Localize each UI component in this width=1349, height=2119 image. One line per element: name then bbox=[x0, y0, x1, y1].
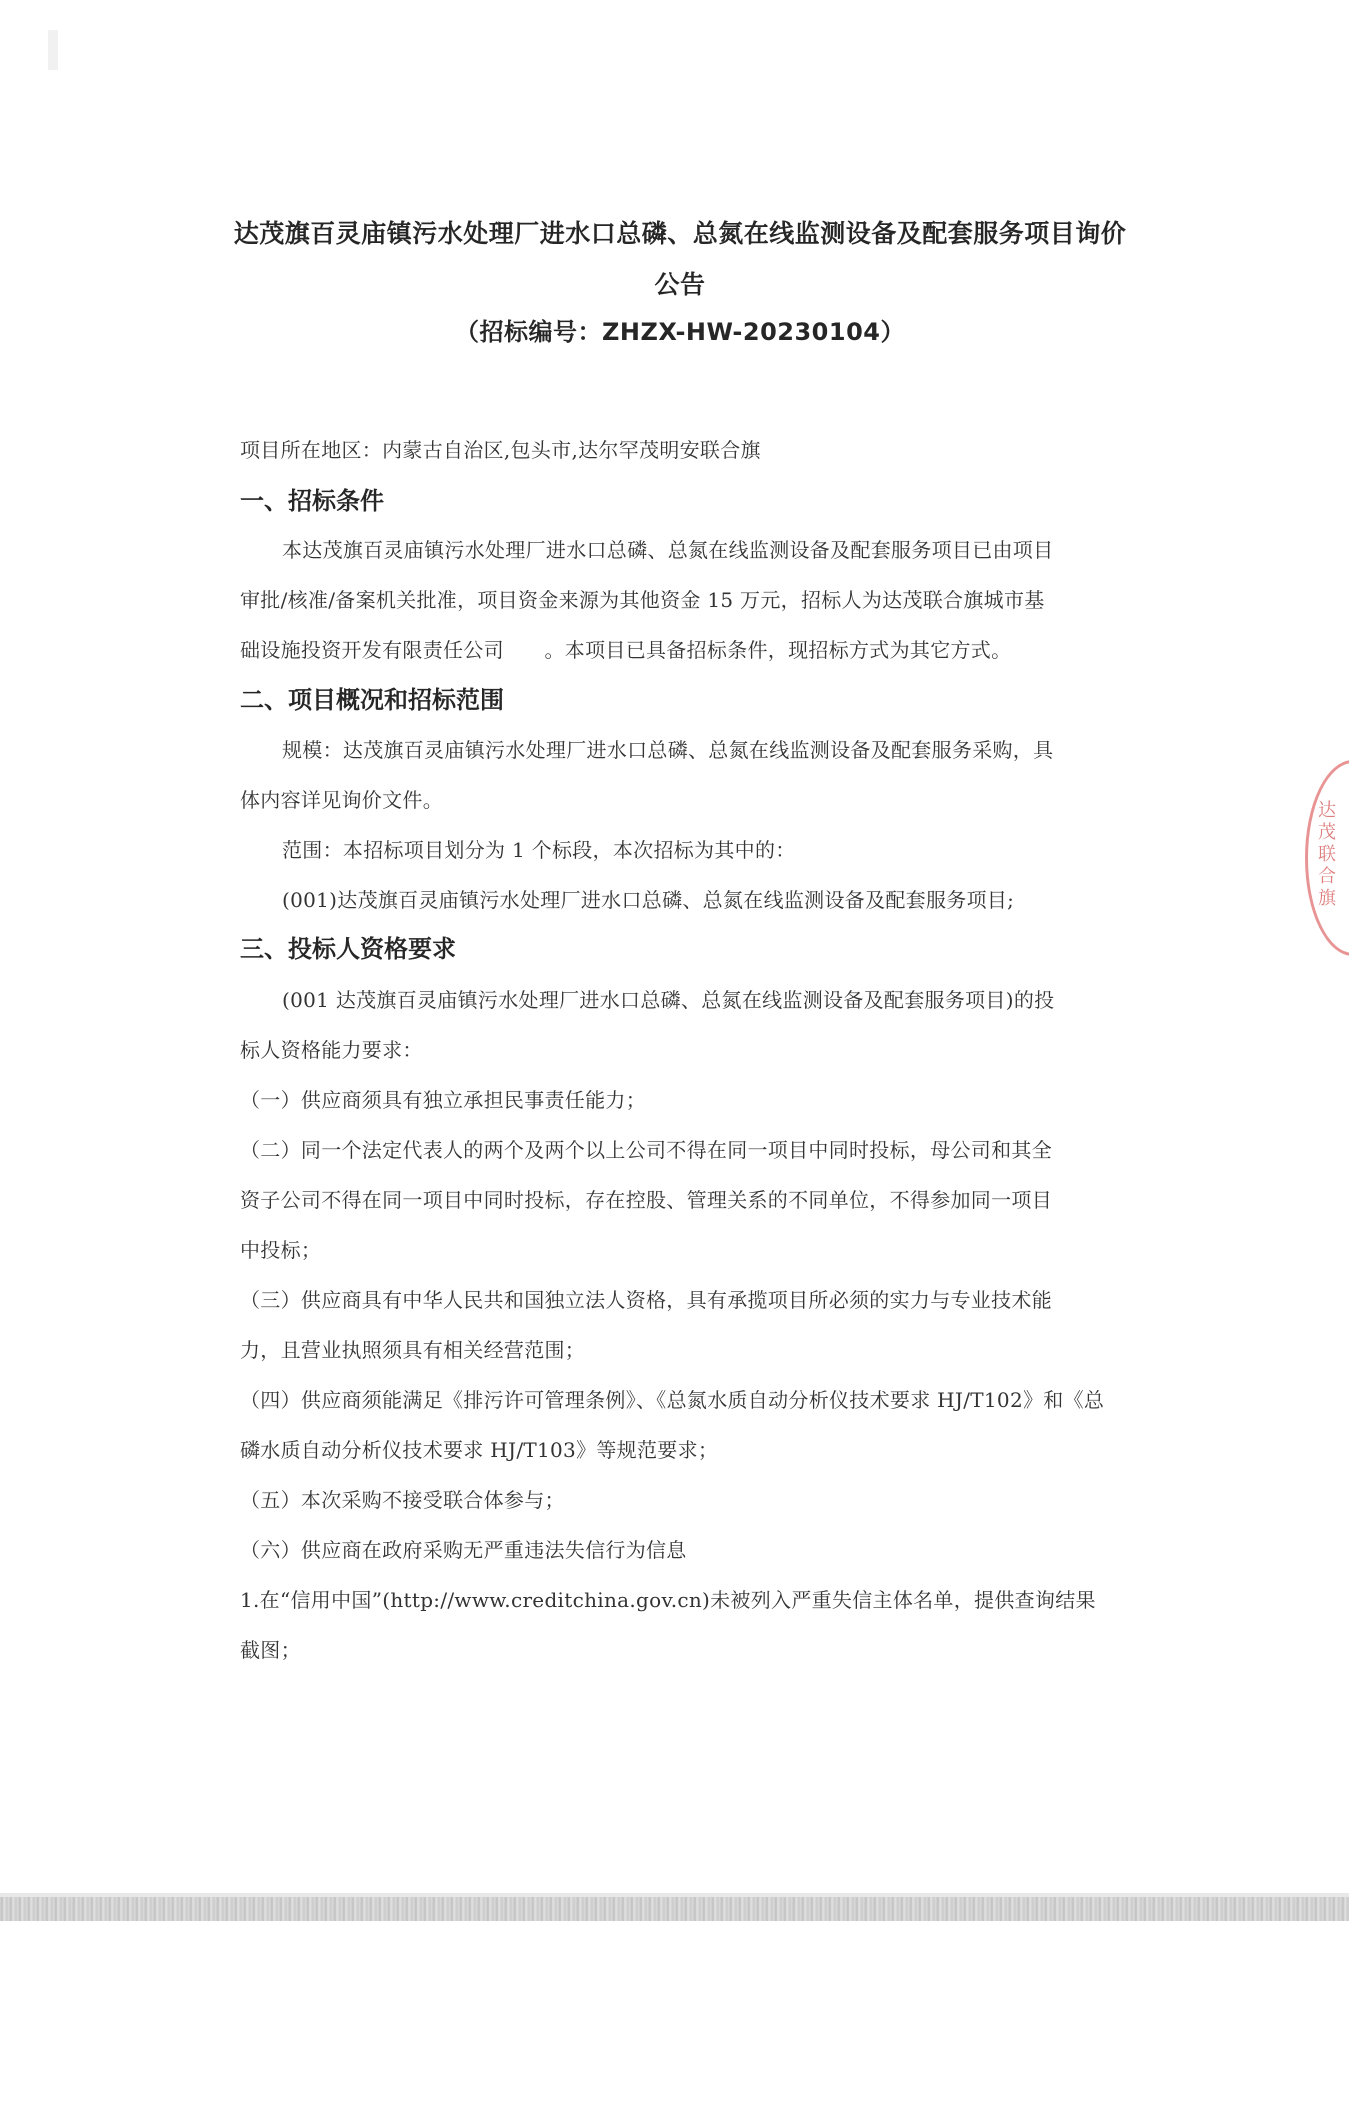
section1-heading: 一、招标条件 bbox=[240, 487, 384, 515]
requirement-2-line: （二）同一个法定代表人的两个及两个以上公司不得在同一项目中同时投标，母公司和其全 bbox=[240, 1138, 1052, 1162]
section1-line: 本达茂旗百灵庙镇污水处理厂进水口总磷、总氮在线监测设备及配套服务项目已由项目 bbox=[282, 538, 1054, 562]
section2-scale-line: 体内容详见询价文件。 bbox=[240, 788, 443, 812]
requirement-6: （六）供应商在政府采购无严重违法失信行为信息 bbox=[240, 1538, 687, 1562]
scan-band bbox=[0, 1897, 1349, 1921]
section1-line: 础设施投资开发有限责任公司 。本项目已具备招标条件，现招标方式为其它方式。 bbox=[240, 638, 1012, 662]
requirement-4-line: 磷水质自动分析仪技术要求 HJ/T103》等规范要求； bbox=[240, 1438, 719, 1462]
section1-line: 审批/核准/备案机关批准，项目资金来源为其他资金 15 万元，招标人为达茂联合旗城市基 bbox=[240, 588, 1045, 612]
document-title-line1: 达茂旗百灵庙镇污水处理厂进水口总磷、总氮在线监测设备及配套服务项目询价 bbox=[233, 219, 1127, 248]
requirement-2-line: 中投标； bbox=[240, 1238, 322, 1262]
section2-heading: 二、项目概况和招标范围 bbox=[240, 686, 504, 714]
section2-lot-line: (001)达茂旗百灵庙镇污水处理厂进水口总磷、总氮在线监测设备及配套服务项目; bbox=[282, 888, 1015, 912]
requirement-5: （五）本次采购不接受联合体参与； bbox=[240, 1488, 565, 1512]
section2-scale-line: 规模：达茂旗百灵庙镇污水处理厂进水口总磷、总氮在线监测设备及配套服务采购，具 bbox=[282, 738, 1054, 762]
project-location: 项目所在地区：内蒙古自治区,包头市,达尔罕茂明安联合旗 bbox=[240, 438, 761, 462]
section3-intro-line: (001 达茂旗百灵庙镇污水处理厂进水口总磷、总氮在线监测设备及配套服务项目)的投 bbox=[282, 988, 1055, 1012]
requirement-4-line: （四）供应商须能满足《排污许可管理条例》、《总氮水质自动分析仪技术要求 HJ/T102》和《总 bbox=[240, 1388, 1105, 1412]
requirement-2-line: 资子公司不得在同一项目中同时投标，存在控股、管理关系的不同单位，不得参加同一项目 bbox=[240, 1188, 1052, 1212]
section3-heading: 三、投标人资格要求 bbox=[240, 935, 456, 963]
requirement-3-line: （三）供应商具有中华人民共和国独立法人资格，具有承揽项目所必须的实力与专业技术能 bbox=[240, 1288, 1052, 1312]
scan-artifact bbox=[48, 30, 58, 70]
section2-scope-line: 范围：本招标项目划分为 1 个标段，本次招标为其中的： bbox=[282, 838, 796, 862]
tender-number: （招标编号：ZHZX-HW-20230104） bbox=[455, 318, 905, 346]
item-1-line: 截图； bbox=[240, 1638, 301, 1662]
official-seal-text: 达茂联合旗 bbox=[1318, 800, 1336, 909]
item-1-line: 1.在“信用中国”(http://www.creditchina.gov.cn)未被列入严重失信主体名单，提供查询结果 bbox=[240, 1588, 1096, 1612]
requirement-3-line: 力，且营业执照须具有相关经营范围； bbox=[240, 1338, 586, 1362]
document-title-line2: 公告 bbox=[654, 270, 706, 299]
section3-intro-line: 标人资格能力要求： bbox=[240, 1038, 423, 1062]
requirement-1: （一）供应商须具有独立承担民事责任能力； bbox=[240, 1088, 646, 1112]
